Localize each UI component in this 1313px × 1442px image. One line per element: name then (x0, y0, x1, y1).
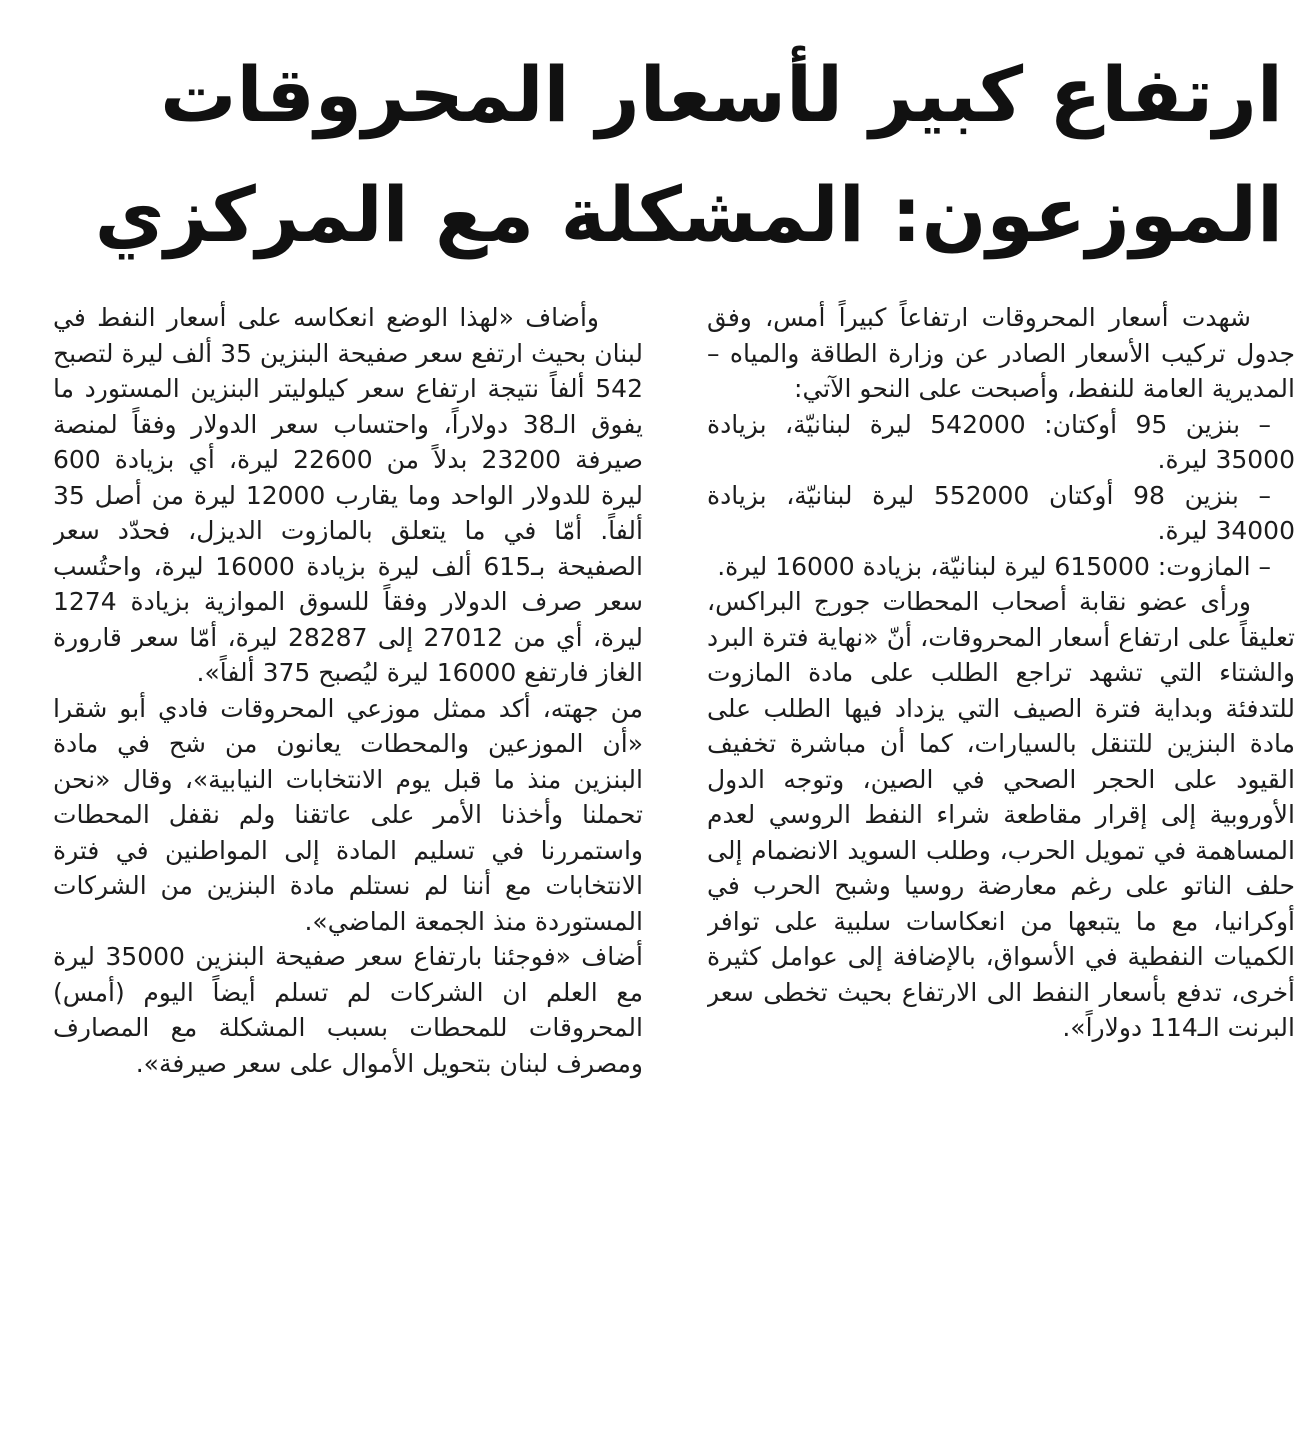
price-item-diesel: – المازوت: 615000 ليرة لبنانيّة، بزيادة 16000 ليرة. (717, 551, 1271, 581)
price-item-benzine-98: – بنزين 98 أوكتان 552000 ليرة لبنانيّة، بزيادة 34000 ليرة. (707, 480, 1295, 545)
body-paragraph-abu-shakra: من جهته، أكد ممثل موزعي المحروقات فادي أبو شقرا «أن الموزعين والمحطات يعانون من شح في مادة البنزين منذ ما قبل يوم الانتخابات النيابية»، وقال «نحن تحملنا وأخذنا الأمر على عاتقنا ولم نقفل المحطات واستمررنا في تسليم المادة إلى المواطنين في فترة الانتخابات مع أننا لم نستلم مادة البنزين من الشركات المستوردة منذ الجمعة الماضي». (53, 693, 643, 936)
body-paragraph-brax: ورأى عضو نقابة أصحاب المحطات جورج البراكس، تعليقاً على ارتفاع أسعار المحروقات، أنّ «نهاية فترة البرد والشتاء التي تشهد تراجع الطلب على مادة المازوت للتدفئة وبداية فترة الصيف التي يزداد فيها الطلب على مادة البنزين للتنقل بالسيارات، كما أن مباشرة تخفيف القيود على الحجر الصحي في الصين، وتوجه الدول الأوروبية إلى إقرار مقاطعة شراء النفط الروسي لعدم المساهمة في تمويل الحرب، وطلب السويد الانضمام إلى حلف الناتو على رغم معارضة روسيا وشبح الحرب في أوكرانيا، مع ما يتبعها من انعكاسات سلبية على توافر الكميات النفطية في الأسواق، بالإضافة إلى عوامل كثيرة أخرى، تدفع بأسعار النفط الى الارتفاع بحيث تخطى سعر البرنت الـ114 دولاراً». (707, 587, 1295, 1042)
body-paragraph-added: وأضاف «لهذا الوضع انعكاسه على أسعار النفط في لبنان بحيث ارتفع سعر صفيحة البنزين 35 ألف ليرة لتصبح 542 ألفاً نتيجة ارتفاع سعر كيلوليتر البنزين المستورد ما يفوق الـ38 دولاراً، واحتساب سعر الدولار وفقاً لمنصة صيرفة 23200 بدلاً من 22600 ليرة، أي بزيادة 600 ليرة للدولار الواحد وما يقارب 12000 ليرة من أصل 35 ألفاً. أمّا في ما يتعلق بالمازوت الديزل، فحدّد سعر الصفيحة بـ615 ألف ليرة بزيادة 16000 ليرة، واحتُسب سعر صرف الدولار وفقاً للسوق الموازية بزيادة 1274 ليرة، أي من 27012 إلى 28287 ليرة، أمّا سعر قارورة الغاز فارتفع 16000 ليرة ليُصبح 375 ألفاً». (53, 303, 643, 687)
body-paragraph-surprised: أضاف «فوجئنا بارتفاع سعر صفيحة البنزين 35000 ليرة مع العلم ان الشركات لم تسلم أيضاً اليوم (أمس) المحروقات للمحطات بسبب المشكلة مع المصارف ومصرف لبنان بتحويل الأموال على سعر صيرفة». (53, 942, 643, 1078)
intro-paragraph: شهدت أسعار المحروقات ارتفاعاً كبيراً أمس، وفق جدول تركيب الأسعار الصادر عن وزارة الطاقة والمياه – المديرية العامة للنفط، وأصبحت على النحو الآتي: (707, 303, 1295, 403)
article-column-left (53, 300, 643, 1430)
article-headline-line-1: ارتفاع كبير لأسعار المحروقات (160, 50, 1283, 139)
article-headline-line-2: الموزعون: المشكلة مع المركزي (94, 170, 1283, 259)
article-column-right (707, 300, 1295, 1430)
price-item-benzine-95: – بنزين 95 أوكتان: 542000 ليرة لبنانيّة، بزيادة 35000 ليرة. (707, 409, 1295, 474)
